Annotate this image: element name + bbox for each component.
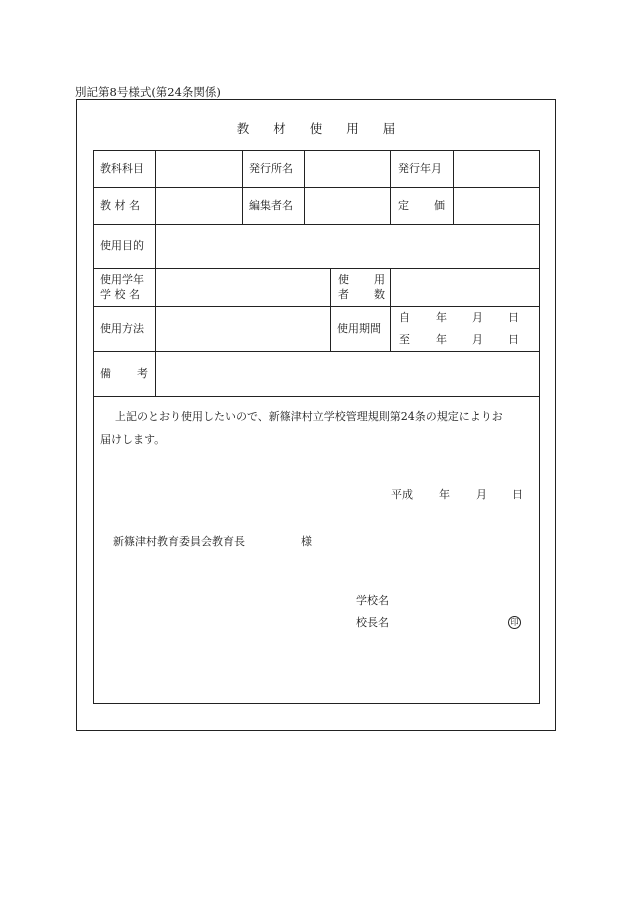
field-publication-date[interactable] (454, 151, 539, 186)
label-to-month: 月 (472, 333, 483, 346)
row-divider (93, 396, 540, 397)
field-publisher[interactable] (305, 151, 389, 186)
title-char: 教 (236, 121, 250, 136)
field-period[interactable] (391, 307, 539, 350)
label-price-char1: 定 (398, 199, 409, 212)
date-year-label: 年 (439, 488, 450, 501)
label-from-year: 年 (436, 311, 447, 324)
label-users-char1: 使 (338, 273, 349, 286)
label-users-char3: 者 (338, 288, 349, 301)
title-char: 用 (346, 121, 359, 136)
label-to-day: 日 (508, 333, 519, 346)
field-subject[interactable] (156, 151, 241, 186)
label-subject: 教科科目 (100, 162, 144, 175)
label-school-name: 学 校 名 (100, 288, 140, 301)
column-divider (390, 150, 391, 224)
field-material-name[interactable] (156, 188, 241, 223)
school-name-label: 学校名 (356, 594, 389, 607)
label-editor: 編集者名 (249, 199, 293, 212)
label-remarks-char2: 考 (137, 367, 148, 380)
label-to-year: 年 (436, 333, 447, 346)
field-method[interactable] (156, 307, 329, 350)
column-divider (242, 150, 243, 224)
field-editor[interactable] (305, 188, 389, 223)
field-price[interactable] (454, 188, 539, 223)
label-from-day: 日 (508, 311, 519, 324)
principal-label: 校長名 (356, 616, 389, 629)
addressee: 新篠津村教育委員会教育長 (113, 535, 245, 548)
field-remarks[interactable] (156, 352, 539, 395)
form-title (76, 119, 556, 137)
title-char: 使 (309, 121, 323, 136)
form-caption: 別記第8号様式(第24条関係) (75, 85, 221, 99)
field-date-day[interactable] (490, 484, 510, 504)
label-grade: 使用学年 (100, 273, 144, 286)
field-grade-school[interactable] (156, 269, 329, 305)
field-date-month[interactable] (453, 484, 473, 504)
label-method: 使用方法 (100, 322, 144, 335)
column-divider (330, 268, 331, 351)
seal-mark: 印 (508, 616, 521, 629)
label-users-char4: 数 (374, 288, 385, 301)
field-purpose[interactable] (156, 225, 539, 267)
date-era: 平成 (391, 488, 413, 501)
label-period: 使用期間 (337, 322, 381, 335)
label-from-month: 月 (472, 311, 483, 324)
label-from: 自 (399, 311, 410, 324)
title-char: 届 (382, 121, 396, 136)
honorific: 様 (301, 535, 312, 548)
label-material-name: 教 材 名 (100, 199, 140, 212)
label-remarks-char1: 備 (100, 367, 111, 380)
label-publisher: 発行所名 (249, 162, 293, 175)
label-to: 至 (399, 333, 410, 346)
label-purpose: 使用目的 (100, 239, 144, 252)
body-text-line1: 上記のとおり使用したいので、新篠津村立学校管理規則第24条の規定によりお (115, 410, 503, 423)
label-publication-date: 発行年月 (398, 162, 442, 175)
date-month-label: 月 (476, 488, 487, 501)
label-users-char2: 用 (374, 273, 385, 286)
body-text-line2: 届けします。 (100, 433, 166, 446)
label-price-char2: 価 (434, 199, 445, 212)
date-day-label: 日 (512, 488, 523, 501)
field-principal-name[interactable] (395, 612, 503, 632)
field-date-year[interactable] (416, 484, 436, 504)
field-user-count[interactable] (391, 269, 539, 305)
title-char: 材 (273, 121, 286, 136)
field-school-name[interactable] (395, 590, 525, 610)
